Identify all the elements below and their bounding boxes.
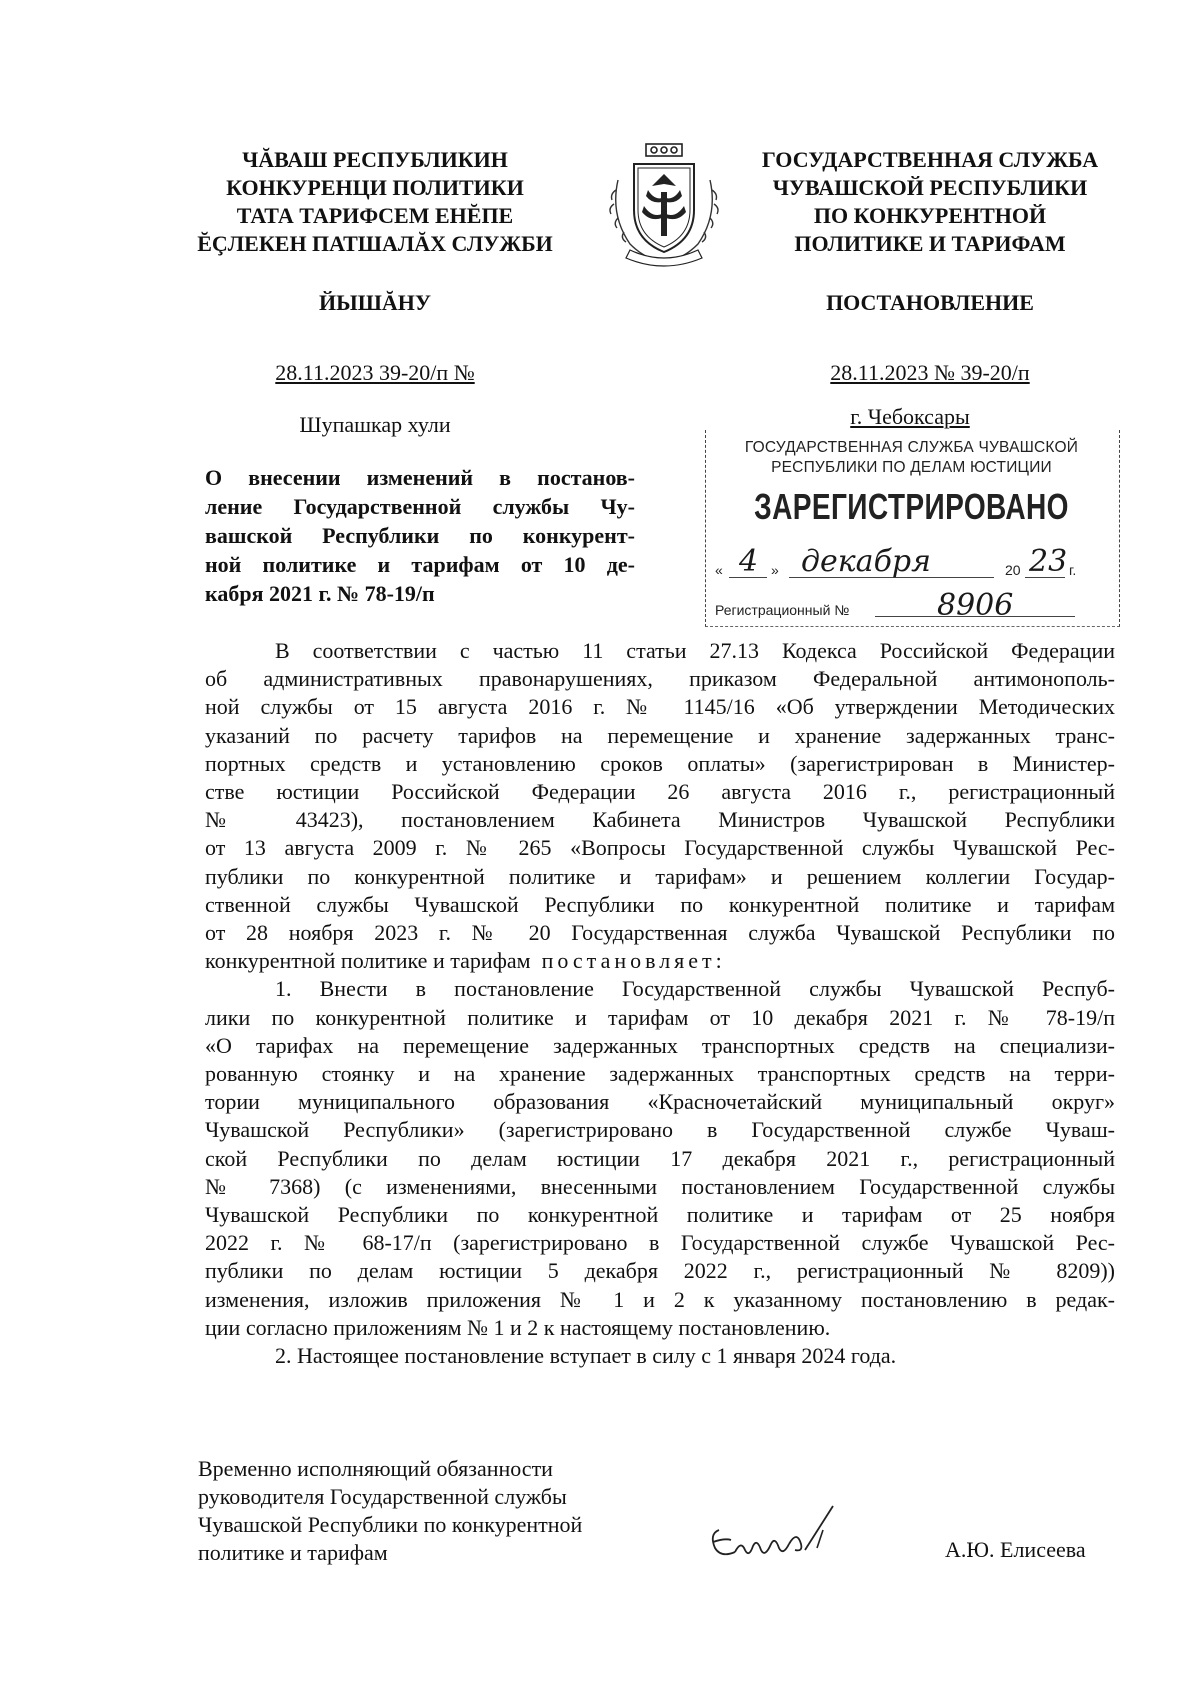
- chuvash-emblem-icon: [604, 140, 724, 270]
- body-verb-decides: постановляет:: [541, 948, 726, 974]
- body-line: Чувашской Республики по конкурентной политике и тарифам от 25 ноября: [205, 1202, 1115, 1228]
- body-line: публики по делам юстиции 5 декабря 2022 г., регистрационный № 8209)): [205, 1258, 1115, 1284]
- header-russian-line-2: ЧУВАШСКОЙ РЕСПУБЛИКИ: [772, 175, 1088, 200]
- stamp-quote-open: «: [715, 562, 723, 578]
- body-line: от 13 августа 2009 г. № 265 «Вопросы Государственной службы Чувашской Рес-: [205, 835, 1115, 861]
- place-russian: г. Чебоксары: [850, 404, 970, 429]
- body-line: лики по конкурентной политике и тарифам от 10 декабря 2021 г. № 78-19/п: [205, 1004, 1115, 1030]
- body-line: Чувашской Республики» (зарегистрировано в Государственной службе Чуваш-: [205, 1117, 1115, 1143]
- body-line: «О тарифах на перемещение задержанных транспортных средств на специализи-: [205, 1032, 1115, 1058]
- paragraph-preamble: [205, 637, 1115, 975]
- subject-line: вашской Республики по конкурент-: [205, 523, 635, 548]
- subject-line: кабря 2021 г. № 78-19/п: [205, 581, 435, 606]
- stamp-reg-label: Регистрационный №: [715, 602, 850, 618]
- stamp-title-line-1: ГОСУДАРСТВЕННАЯ СЛУЖБА ЧУВАШСКОЙ: [744, 439, 1079, 456]
- stamp-title-line-2: РЕСПУБЛИКИ ПО ДЕЛАМ ЮСТИЦИИ: [771, 459, 1052, 476]
- position-line: политике и тарифам: [198, 1540, 388, 1565]
- header-chuvash: [150, 146, 600, 258]
- doc-type-russian: ПОСТАНОВЛЕНИЕ: [826, 290, 1034, 315]
- body-line: № 7368) (с изменениями, внесенными постановлением Государственной службы: [205, 1173, 1115, 1199]
- stamp-year-prefix: 20: [1005, 562, 1021, 578]
- stamp-reg-number: 8906: [937, 588, 1014, 623]
- header-chuvash-line-4: ĔÇЛЕКЕН ПАТШАЛĂХ СЛУЖБИ: [197, 231, 553, 256]
- body-line-text: конкурентной политике и тарифам: [205, 948, 531, 974]
- body-line: 2022 г. № 68-17/п (зарегистрировано в Государственной службе Чувашской Рес-: [205, 1230, 1115, 1256]
- document-body: [205, 637, 1115, 1370]
- body-line: рованную стоянку и на хранение задержанных транспортных средств на терри-: [205, 1061, 1115, 1087]
- body-line: ной службы от 15 августа 2016 г. № 1145/16 «Об утверждении Методических: [205, 694, 1115, 720]
- subject-line: О внесении изменений в постанов-: [205, 465, 635, 490]
- date-number-russian: 28.11.2023 № 39-20/п: [830, 360, 1030, 385]
- header-chuvash-line-3: ТАТА ТАРИФСЕМ ЕНĔПЕ: [236, 203, 514, 228]
- paragraph-item-1: [205, 975, 1115, 1342]
- header-russian-line-4: ПОЛИТИКЕ И ТАРИФАМ: [794, 231, 1066, 256]
- stamp-registered: ЗАРЕГИСТРИРОВАНО: [754, 486, 1069, 527]
- body-line: тории муниципального образования «Красночетайский муниципальный округ»: [205, 1089, 1115, 1115]
- header-chuvash-line-1: ЧĂВАШ РЕСПУБЛИКИН: [242, 147, 508, 172]
- doc-type-chuvash: ЙЫШĂНУ: [318, 290, 432, 315]
- place-chuvash: Шупашкар хули: [299, 412, 451, 437]
- header-russian: [710, 146, 1150, 258]
- paragraph-item-2: [205, 1342, 1115, 1370]
- body-line: об административных правонарушениях, приказом Федеральной антимонополь-: [205, 666, 1115, 692]
- stamp-year-unit: г.: [1069, 562, 1077, 578]
- body-line: стве юстиции Российской Федерации 26 августа 2016 г., регистрационный: [205, 779, 1115, 805]
- body-line: № 43423), постановлением Кабинета Министров Чувашской Республики: [205, 807, 1115, 833]
- body-line: [205, 947, 1115, 975]
- stamp-month: декабря: [801, 544, 931, 579]
- subject-line: ной политике и тарифам от 10 де-: [205, 552, 635, 577]
- body-line: портных средств и установлению сроков оплаты» (зарегистрирован в Министер-: [205, 750, 1115, 776]
- body-line: 2. Настоящее постановление вступает в силу с 1 января 2024 года.: [275, 1343, 897, 1369]
- body-line: ственной службы Чувашской Республики по конкурентной политике и тарифам: [205, 891, 1115, 917]
- body-line: ской Республики по делам юстиции 17 декабря 2021 г., регистрационный: [205, 1145, 1115, 1171]
- body-line: 1. Внести в постановление Государственной службы Чувашской Респуб-: [275, 976, 1115, 1002]
- header-russian-line-3: ПО КОНКУРЕНТНОЙ: [813, 203, 1047, 228]
- stamp-year-suffix: 23: [1029, 544, 1068, 579]
- header-russian-line-1: ГОСУДАРСТВЕННАЯ СЛУЖБА: [761, 147, 1099, 172]
- body-line: ции согласно приложениям № 1 и 2 к настоящему постановлению.: [205, 1314, 831, 1340]
- position-line: Чувашской Республики по конкурентной: [198, 1512, 583, 1537]
- signatory-name: А.Ю. Елисеева: [945, 1537, 1086, 1562]
- header-chuvash-line-2: КОНКУРЕНЦИ ПОЛИТИКИ: [226, 175, 524, 200]
- stamp-quote-close: »: [771, 562, 779, 578]
- registration-stamp: [705, 430, 1120, 628]
- stamp-day: 4: [739, 544, 759, 579]
- body-line: публики по конкурентной политике и тарифам» и решением коллегии Государ-: [205, 863, 1115, 889]
- position-line: Временно исполняющий обязанности: [198, 1456, 553, 1481]
- body-line: от 28 ноября 2023 г. № 20 Государственная служба Чувашской Республики по: [205, 920, 1115, 946]
- position-line: руководителя Государственной службы: [198, 1484, 567, 1509]
- subject-line: ление Государственной службы Чу-: [205, 494, 635, 519]
- body-line: указаний по расчету тарифов на перемещение и хранение задержанных транс-: [205, 722, 1115, 748]
- body-line: изменения, изложив приложения № 1 и 2 к указанному постановлению в редак-: [205, 1286, 1115, 1312]
- handwritten-signature: [705, 1500, 855, 1580]
- body-line: В соответствии с частью 11 статьи 27.13 Кодекса Российской Федерации: [275, 638, 1115, 663]
- date-number-chuvash: 28.11.2023 39-20/п №: [275, 360, 475, 385]
- stamp-title: [705, 438, 1118, 478]
- signatory-position: [198, 1455, 658, 1567]
- document-subject: [205, 463, 635, 608]
